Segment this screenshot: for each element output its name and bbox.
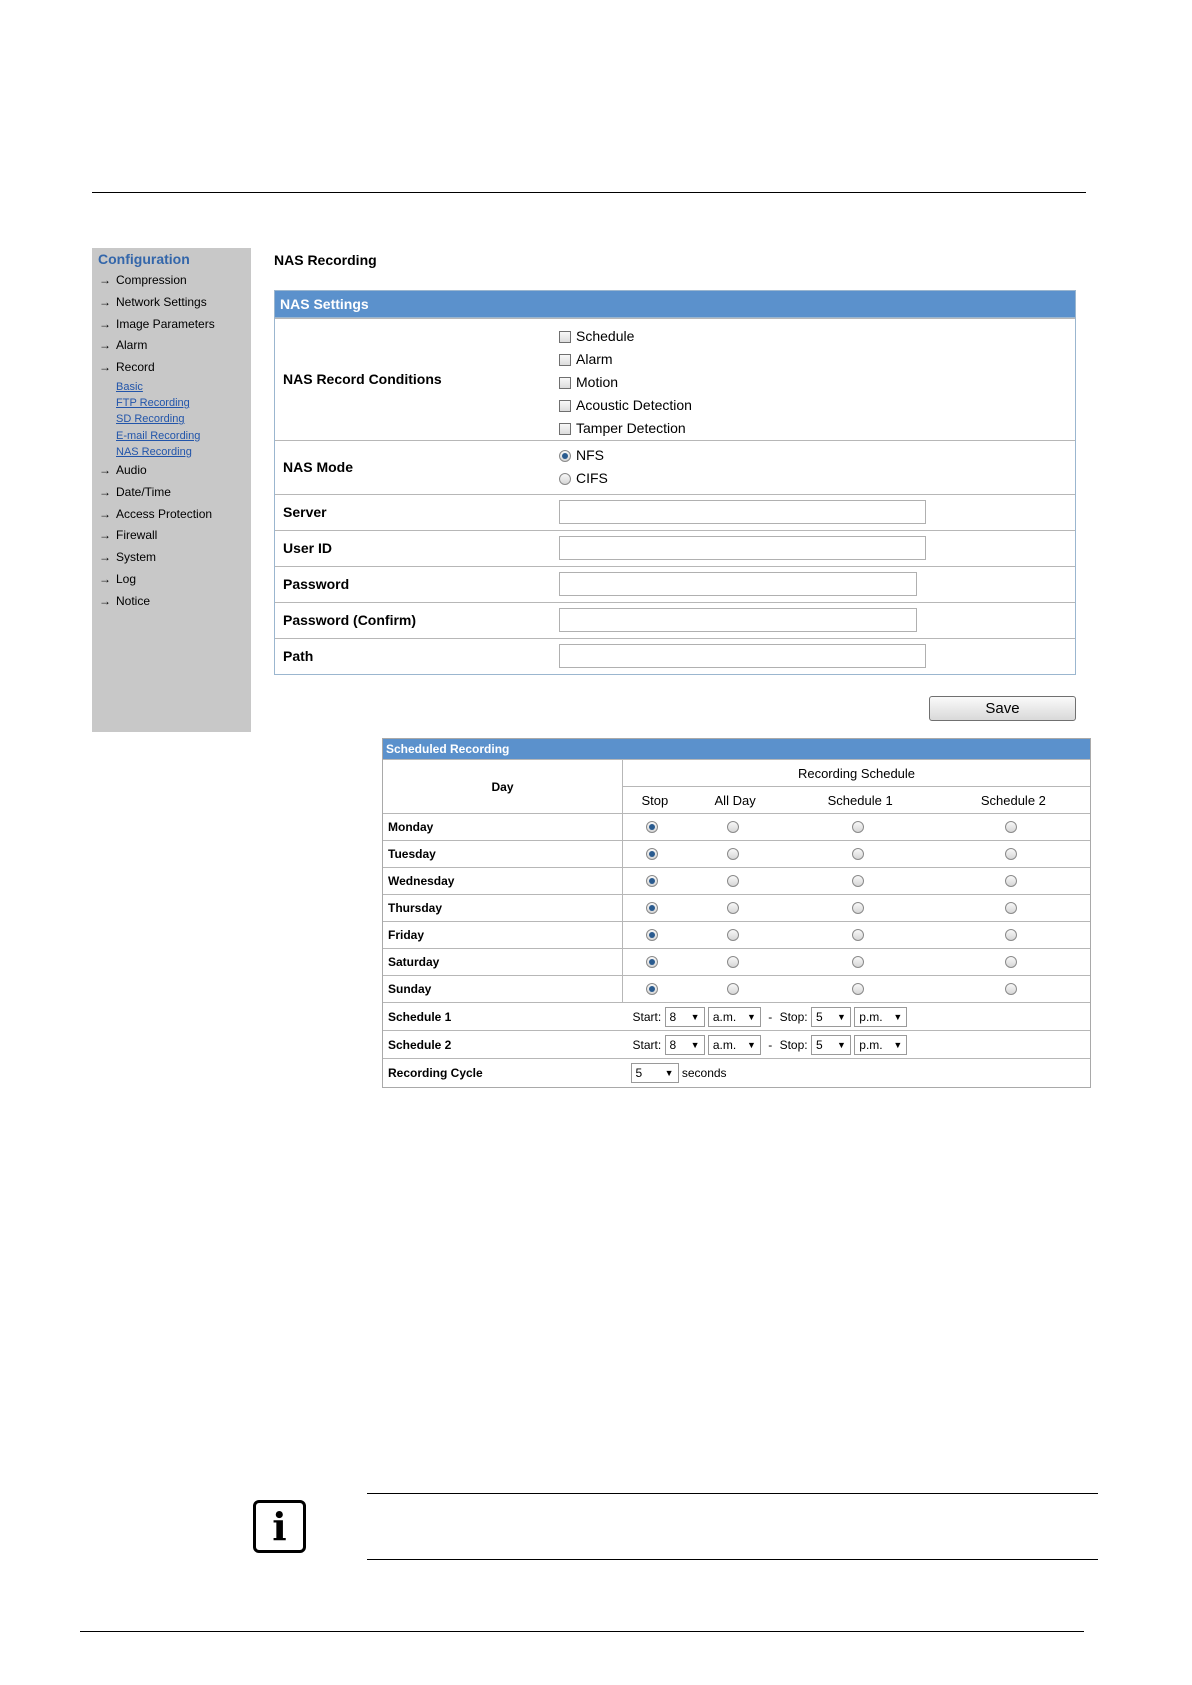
arrow-right-icon: →	[99, 506, 111, 521]
radio-schedule-2[interactable]	[1005, 983, 1017, 995]
option-label: Schedule	[576, 328, 635, 344]
radio-all-day[interactable]	[727, 956, 739, 968]
chevron-down-icon: ▼	[893, 1011, 903, 1022]
radio-all-day[interactable]	[727, 848, 739, 860]
arrow-right-icon: →	[99, 316, 111, 331]
nas-conditions-label: NAS Record Conditions	[283, 371, 442, 387]
stop-hour-select[interactable]	[811, 1035, 851, 1055]
day-name: Saturday	[383, 949, 623, 976]
sidebar-item-label: Date/Time	[116, 484, 171, 499]
arrow-right-icon: →	[99, 360, 111, 375]
link-sd-recording[interactable]: SD Recording	[116, 413, 185, 426]
day-row-tuesday	[383, 841, 1090, 868]
option-label: Tamper Detection	[576, 420, 686, 436]
nas-conditions-options	[559, 325, 692, 440]
sidebar-item-compression[interactable]	[92, 270, 251, 292]
password-input[interactable]	[559, 572, 917, 596]
radio-schedule-2[interactable]	[1005, 929, 1017, 941]
note-bottom-rule	[367, 1559, 1098, 1560]
stop-hour-value: 5	[815, 1009, 823, 1024]
schedule-1-row	[383, 1003, 1090, 1031]
sidebar-item-label: Access Protection	[116, 506, 213, 521]
radio-schedule-2[interactable]	[1005, 821, 1017, 833]
radio-schedule-2[interactable]	[1005, 956, 1017, 968]
day-name: Sunday	[383, 976, 623, 1003]
radio-all-day[interactable]	[727, 929, 739, 941]
start-ampm-select[interactable]	[708, 1035, 761, 1055]
sidebar-item-system[interactable]	[92, 547, 251, 569]
radio-stop[interactable]	[646, 956, 658, 968]
sidebar-item-record[interactable]	[92, 357, 251, 379]
column-schedule-2: Schedule 2	[937, 787, 1090, 814]
chevron-down-icon: ▼	[837, 1011, 846, 1022]
day-name: Thursday	[383, 895, 623, 922]
checkbox[interactable]	[559, 400, 571, 412]
radio-stop[interactable]	[646, 929, 658, 941]
recording-schedule-header: Recording Schedule	[623, 760, 1091, 787]
day-name: Monday	[383, 814, 623, 841]
start-hour-select[interactable]	[665, 1035, 705, 1055]
sidebar-list	[92, 270, 251, 613]
radio-button[interactable]	[559, 473, 571, 485]
start-hour-value: 8	[669, 1009, 677, 1024]
day-row-saturday	[383, 949, 1090, 976]
radio-all-day[interactable]	[727, 875, 739, 887]
recording-cycle-controls	[623, 1059, 1091, 1087]
condition-schedule[interactable]	[559, 325, 692, 348]
stop-hour-value: 5	[815, 1037, 823, 1052]
path-input[interactable]	[559, 644, 926, 668]
sidebar-item-label: Log	[116, 571, 137, 586]
radio-stop[interactable]	[646, 902, 658, 914]
sidebar-item-access-protection[interactable]	[92, 504, 251, 526]
sidebar-item-date-time[interactable]	[92, 482, 251, 504]
sidebar-subitem-ftp	[92, 395, 251, 411]
stop-hour-select[interactable]	[811, 1007, 851, 1027]
schedule-1-controls	[623, 1003, 1091, 1031]
chevron-down-icon: ▼	[893, 1039, 903, 1050]
sidebar-item-network-settings[interactable]	[92, 292, 251, 314]
user-id-row	[275, 530, 1075, 566]
start-label: Start:	[632, 1009, 662, 1024]
radio-stop[interactable]	[646, 875, 658, 887]
sidebar-item-log[interactable]	[92, 569, 251, 591]
stop-ampm-value: p.m.	[859, 1009, 883, 1024]
arrow-right-icon: →	[99, 528, 111, 543]
checkbox[interactable]	[559, 377, 571, 389]
scheduled-recording-panel	[382, 738, 1091, 1088]
nas-mode-options	[559, 444, 608, 490]
sidebar-subitem-basic	[92, 379, 251, 395]
server-label: Server	[283, 504, 327, 520]
day-row-sunday	[383, 976, 1090, 1003]
arrow-right-icon: →	[99, 338, 111, 353]
nas-settings-panel	[274, 290, 1076, 675]
sidebar-subitem-sd	[92, 411, 251, 427]
sidebar-item-label: Network Settings	[116, 294, 207, 309]
stop-label: Stop:	[779, 1009, 808, 1024]
bottom-rule	[80, 1631, 1084, 1632]
path-label: Path	[283, 648, 314, 664]
link-nas-recording[interactable]: NAS Recording	[116, 445, 192, 458]
recording-cycle-select[interactable]	[631, 1063, 679, 1083]
day-name: Friday	[383, 922, 623, 949]
schedule-2-label: Schedule 2	[383, 1031, 623, 1059]
radio-stop[interactable]	[646, 983, 658, 995]
chevron-down-icon: ▼	[746, 1039, 756, 1050]
sidebar-item-label: System	[116, 550, 157, 565]
link-ftp-recording[interactable]: FTP Recording	[116, 397, 190, 410]
link-email-recording[interactable]: E-mail Recording	[116, 429, 201, 442]
day-row-friday	[383, 922, 1090, 949]
radio-all-day[interactable]	[727, 902, 739, 914]
radio-all-day[interactable]	[727, 821, 739, 833]
password-confirm-label: Password (Confirm)	[283, 612, 417, 628]
condition-tamper-detection[interactable]	[559, 417, 692, 440]
condition-acoustic-detection[interactable]	[559, 394, 692, 417]
chevron-down-icon: ▼	[690, 1011, 700, 1022]
sidebar-title: Configuration	[98, 251, 190, 267]
recording-cycle-label: Recording Cycle	[383, 1059, 623, 1087]
dash: -	[768, 1009, 773, 1024]
stop-ampm-select[interactable]	[854, 1035, 907, 1055]
day-name: Tuesday	[383, 841, 623, 868]
password-row	[275, 566, 1075, 602]
column-all-day: All Day	[687, 787, 784, 814]
save-button[interactable]: Save	[929, 696, 1076, 721]
path-row	[275, 638, 1075, 674]
note-top-rule	[367, 1493, 1098, 1494]
password-label: Password	[283, 576, 350, 592]
arrow-right-icon: →	[99, 593, 111, 608]
info-icon: i	[253, 1500, 306, 1553]
radio-schedule-1[interactable]	[852, 821, 864, 833]
checkbox[interactable]	[559, 423, 571, 435]
column-stop: Stop	[623, 787, 687, 814]
sidebar-item-alarm[interactable]	[92, 335, 251, 357]
sidebar-subitem-nas	[92, 444, 251, 460]
radio-schedule-1[interactable]	[852, 956, 864, 968]
sidebar-item-label: Firewall	[116, 528, 158, 543]
column-schedule-1: Schedule 1	[784, 787, 937, 814]
day-row-thursday	[383, 895, 1090, 922]
top-rule	[92, 192, 1086, 193]
mode-cifs[interactable]	[559, 467, 608, 490]
radio-schedule-1[interactable]	[852, 929, 864, 941]
checkbox[interactable]	[559, 331, 571, 343]
sidebar-item-label: Audio	[116, 462, 147, 477]
radio-schedule-1[interactable]	[852, 983, 864, 995]
radio-schedule-1[interactable]	[852, 875, 864, 887]
radio-stop[interactable]	[646, 821, 658, 833]
start-ampm-value: a.m.	[712, 1009, 737, 1024]
sidebar-item-label: Image Parameters	[116, 316, 215, 331]
option-label: Acoustic Detection	[576, 397, 692, 413]
server-input[interactable]	[559, 500, 926, 524]
nas-mode-label: NAS Mode	[283, 459, 353, 475]
sidebar-item-firewall[interactable]	[92, 525, 251, 547]
stop-ampm-value: p.m.	[859, 1037, 883, 1052]
schedule-1-label: Schedule 1	[383, 1003, 623, 1031]
sidebar-item-label: Alarm	[116, 338, 148, 353]
chevron-down-icon: ▼	[837, 1039, 846, 1050]
option-label: NFS	[576, 447, 604, 463]
nas-conditions-row	[275, 318, 1075, 440]
radio-all-day[interactable]	[727, 983, 739, 995]
schedule-table	[383, 759, 1090, 1087]
sidebar-item-notice[interactable]	[92, 591, 251, 613]
sidebar-item-label: Notice	[116, 593, 151, 608]
stop-label: Stop:	[779, 1037, 808, 1052]
arrow-right-icon: →	[99, 550, 111, 565]
schedule-2-controls	[623, 1031, 1091, 1059]
radio-schedule-2[interactable]	[1005, 902, 1017, 914]
sidebar-item-image-parameters[interactable]	[92, 314, 251, 336]
radio-button[interactable]	[559, 450, 571, 462]
arrow-right-icon: →	[99, 273, 111, 287]
stop-ampm-select[interactable]	[854, 1007, 907, 1027]
recording-cycle-unit: seconds	[681, 1065, 727, 1080]
server-row	[275, 494, 1075, 530]
day-name: Wednesday	[383, 868, 623, 895]
chevron-down-icon: ▼	[664, 1067, 674, 1078]
arrow-right-icon: →	[99, 484, 111, 499]
user-id-label: User ID	[283, 540, 333, 556]
day-row-monday	[383, 814, 1090, 841]
day-row-wednesday	[383, 868, 1090, 895]
sidebar-item-label: Compression	[116, 273, 187, 287]
link-basic[interactable]: Basic	[116, 380, 143, 393]
chevron-down-icon: ▼	[746, 1011, 756, 1022]
radio-schedule-1[interactable]	[852, 902, 864, 914]
scheduled-recording-title: Scheduled Recording	[383, 739, 1090, 759]
condition-alarm[interactable]	[559, 348, 692, 371]
dash: -	[768, 1037, 773, 1052]
option-label: CIFS	[576, 470, 608, 486]
condition-motion[interactable]	[559, 371, 692, 394]
start-ampm-select[interactable]	[708, 1007, 761, 1027]
start-label: Start:	[632, 1037, 662, 1052]
radio-schedule-2[interactable]	[1005, 875, 1017, 887]
sidebar-item-label: Record	[116, 360, 155, 375]
option-label: Motion	[576, 374, 619, 390]
sidebar-subitem-email	[92, 428, 251, 444]
arrow-right-icon: →	[99, 294, 111, 309]
mode-nfs[interactable]	[559, 444, 608, 467]
page-title: NAS Recording	[274, 252, 377, 268]
sidebar	[92, 248, 251, 732]
arrow-right-icon: →	[99, 462, 111, 477]
nas-settings-title: NAS Settings	[275, 291, 1075, 318]
chevron-down-icon: ▼	[690, 1039, 700, 1050]
recording-cycle-row	[383, 1059, 1090, 1087]
start-hour-value: 8	[669, 1037, 677, 1052]
start-ampm-value: a.m.	[712, 1037, 737, 1052]
radio-stop[interactable]	[646, 848, 658, 860]
checkbox[interactable]	[559, 354, 571, 366]
password-confirm-row	[275, 602, 1075, 638]
schedule-2-row	[383, 1031, 1090, 1059]
arrow-right-icon: →	[99, 571, 111, 586]
user-id-input[interactable]	[559, 536, 926, 560]
nas-mode-row	[275, 440, 1075, 494]
radio-schedule-2[interactable]	[1005, 848, 1017, 860]
password-confirm-input[interactable]	[559, 608, 917, 632]
sidebar-item-audio[interactable]	[92, 460, 251, 482]
day-header: Day	[383, 760, 623, 814]
start-hour-select[interactable]	[665, 1007, 705, 1027]
recording-cycle-value: 5	[635, 1065, 643, 1080]
radio-schedule-1[interactable]	[852, 848, 864, 860]
option-label: Alarm	[576, 351, 613, 367]
